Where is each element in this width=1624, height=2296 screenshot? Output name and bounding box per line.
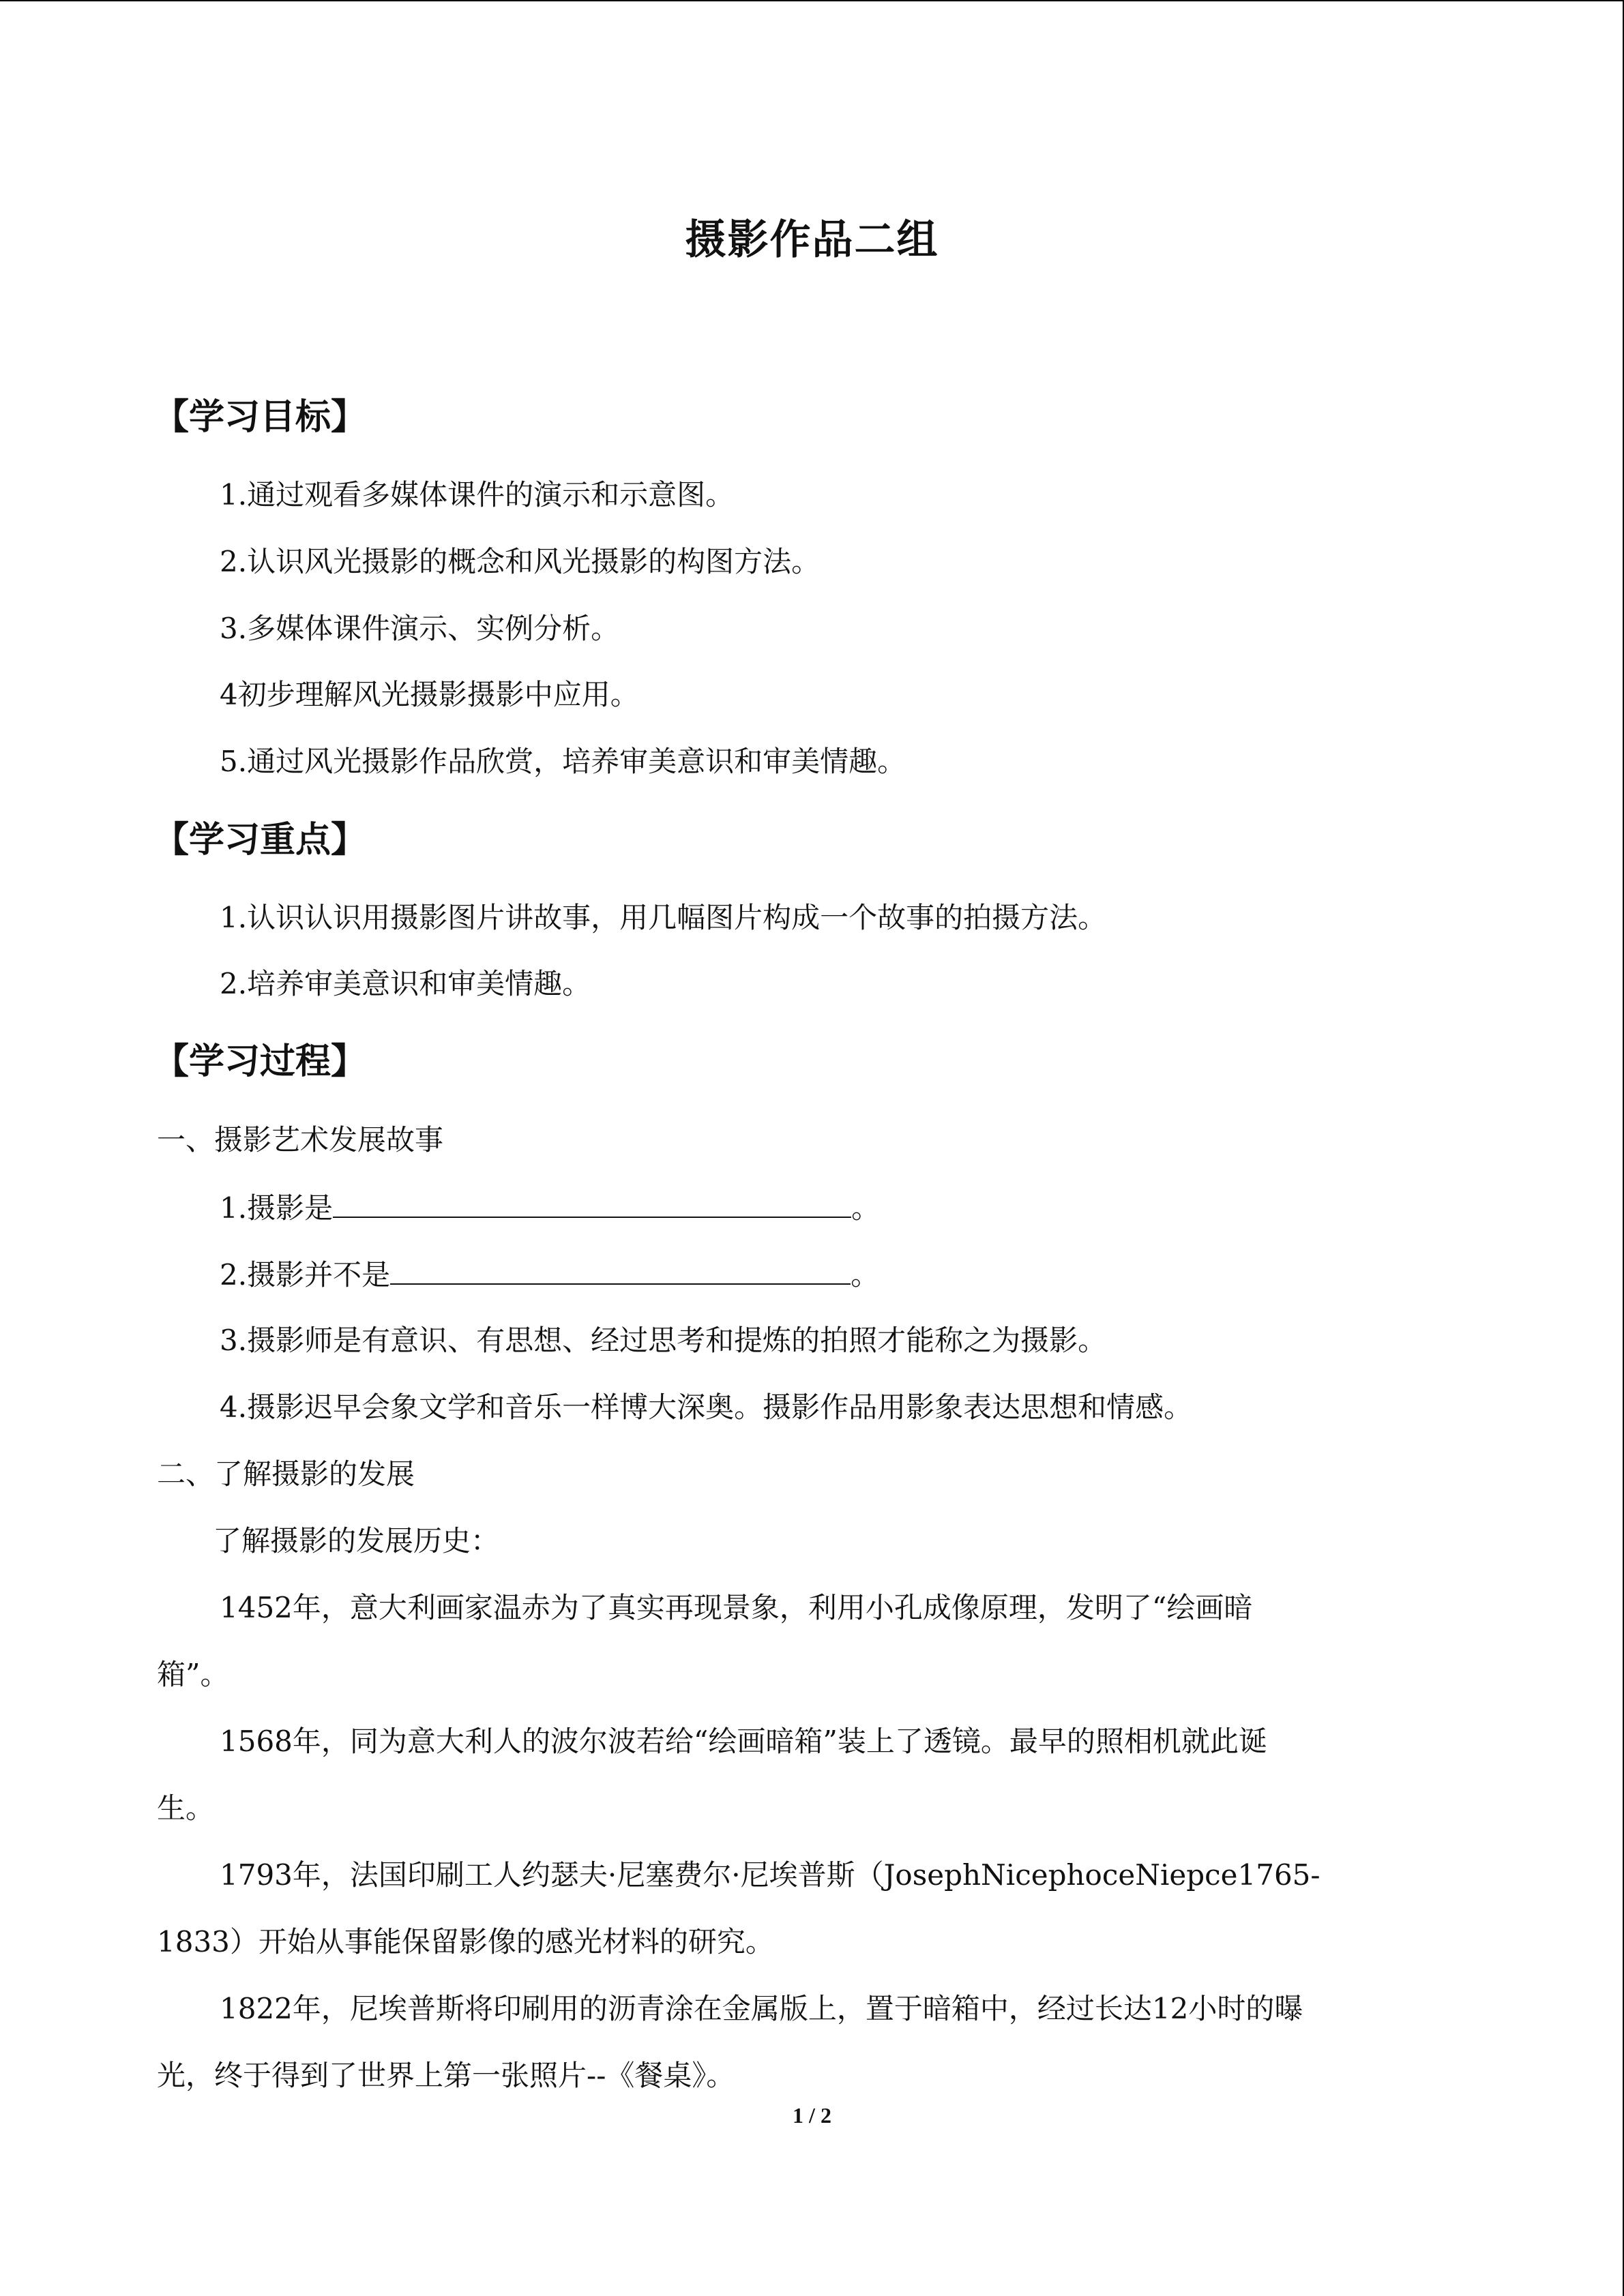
section-2-intro: 了解摄影的发展历史：: [213, 1524, 500, 1557]
fill-blank-1-prefix: 1.摄影是: [220, 1191, 334, 1225]
objective-item-1: 1.通过观看多媒体课件的演示和示意图。: [220, 478, 735, 511]
history-paragraph-1-line-2: 箱”。: [157, 1658, 229, 1691]
history-paragraph-4-line-1: 1822年，尼埃普斯将印刷用的沥青涂在金属版上，置于暗箱中，经过长达12小时的曝: [220, 1992, 1303, 2025]
objective-item-3: 3.多媒体课件演示、实例分析。: [220, 612, 620, 645]
history-paragraph-2-line-2: 生。: [157, 1791, 215, 1825]
history-paragraph-3-line-1: 1793年，法国印刷工人约瑟夫·尼塞费尔·尼埃普斯（JosephNicephoceNiepce1765-: [220, 1858, 1320, 1892]
history-paragraph-3-line-2: 1833）开始从事能保留影像的感光材料的研究。: [157, 1925, 774, 1958]
history-paragraph-2-line-1: 1568年，同为意大利人的波尔波若给“绘画暗箱”装上了透镜。最早的照相机就此诞: [220, 1725, 1267, 1758]
section-1-item-3: 3.摄影师是有意识、有思想、经过思考和提炼的拍照才能称之为摄影。: [220, 1324, 1107, 1357]
key-points-heading: 【学习重点】: [153, 820, 367, 861]
key-point-item-1: 1.认识认识用摄影图片讲故事，用几幅图片构成一个故事的拍摄方法。: [220, 901, 1107, 934]
history-paragraph-1-line-1: 1452年，意大利画家温赤为了真实再现景象，利用小孔成像原理，发明了“绘画暗: [220, 1591, 1253, 1624]
key-point-item-2: 2.培养审美意识和审美情趣。: [220, 967, 591, 1000]
fill-blank-2-prefix: 2.摄影并不是: [220, 1258, 391, 1292]
page-number: 1 / 2: [793, 2103, 831, 2128]
section-2-title: 二、了解摄影的发展: [157, 1457, 415, 1491]
objective-item-4: 4初步理解风光摄影摄影中应用。: [220, 678, 639, 711]
page-title: 摄影作品二组: [685, 216, 939, 264]
answer-blank-2[interactable]: [390, 1253, 851, 1285]
objective-item-5: 5.通过风光摄影作品欣赏，培养审美意识和审美情趣。: [220, 745, 906, 778]
process-heading: 【学习过程】: [153, 1041, 367, 1082]
section-1-item-4: 4.摄影迟早会象文学和音乐一样博大深奥。摄影作品用影象表达思想和情感。: [220, 1390, 1193, 1424]
section-1-title: 一、摄影艺术发展故事: [157, 1123, 444, 1157]
objective-item-2: 2.认识风光摄影的概念和风光摄影的构图方法。: [220, 545, 821, 578]
fill-blank-1: [220, 1187, 880, 1229]
history-paragraph-4-line-2: 光，终于得到了世界上第一张照片--《餐桌》。: [157, 2059, 735, 2092]
objectives-heading: 【学习目标】: [153, 397, 367, 438]
fill-blank-2: [220, 1253, 879, 1296]
answer-blank-1[interactable]: [333, 1187, 851, 1218]
fill-blank-1-suffix: 。: [851, 1191, 881, 1225]
fill-blank-2-suffix: 。: [851, 1258, 880, 1292]
